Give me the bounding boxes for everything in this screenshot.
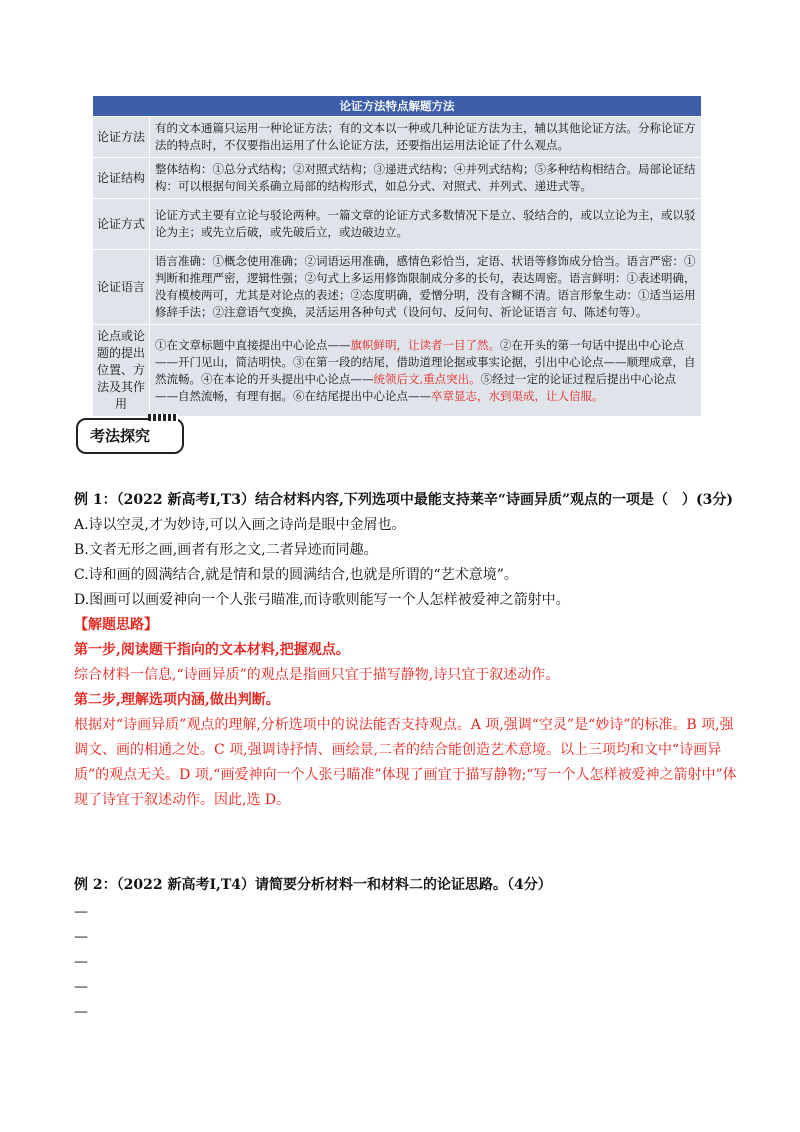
- row-label: 论点或论题的提出位置、方法及其作用: [93, 325, 150, 417]
- example1: [74, 488, 744, 813]
- badge-label: 考法探究: [90, 427, 151, 445]
- example2-question: 例 2：（2022 新高考Ⅰ,T4）请简要分析材料一和材料二的论证思路。（4分）: [74, 877, 552, 893]
- row-label: 论证语言: [93, 250, 150, 325]
- table-row: [93, 250, 702, 325]
- answer-blank-line: —: [74, 979, 88, 995]
- answer-blank-line: —: [74, 1004, 88, 1020]
- highlight-text: 卒章显志，水到渠成，让人信服。: [431, 388, 604, 403]
- answer-blank-line: —: [74, 954, 88, 970]
- example1-question: 例 1：（2022 新高考Ⅰ,T3）结合材料内容,下列选项中最能支持莱辛“诗画异质”观点的一项是（ ）(3分): [74, 492, 734, 508]
- section-badge: [76, 414, 186, 450]
- row-text: 论证方式主要有立论与驳论两种。一篇文章的论证方式多数情况下是立、驳结合的，或以立论为主，或以驳论为主；或先立后破，或先破后立，或边破边立。: [150, 199, 702, 250]
- row-text: 整体结构：①总分式结构；②对照式结构；③递进式结构；④并列式结构；⑤多种结构相结合。局部论证结构：可以根据句间关系确立局部的结构形式，如总分式、对照式、并列式、递进式等。: [150, 158, 702, 199]
- row-text: 有的文本通篇只运用一种论证方法；有的文本以一种或几种论证方法为主，辅以其他论证方法。分称论证方法的特点时，不仅要指出运用了什么论证方法，还要指出运用法论证了什么观点。: [150, 117, 702, 158]
- highlight-text: 统领后文,重点突出。: [373, 371, 481, 386]
- row-text: [150, 325, 702, 417]
- table-row: [93, 117, 702, 158]
- badge-dots: [148, 414, 178, 421]
- table-row: [93, 199, 702, 250]
- thinking-title: 【解题思路】: [74, 617, 158, 633]
- row-label: 论证结构: [93, 158, 150, 199]
- answer-blank-line: —: [74, 929, 88, 945]
- step1-title: 第一步,阅读题干指向的文本材料,把握观点。: [74, 642, 350, 658]
- step1-text: 综合材料一信息,“诗画异质”的观点是指画只宜于描写静物,诗只宜于叙述动作。: [74, 667, 560, 683]
- step2-text: 根据对“诗画异质”观点的理解,分析选项中的说法能否支持观点。A 项,强调“空灵”是“妙诗”的标准。B 项,强调文、画的相通之处。C 项,强调诗抒情、画绘景,二者的结合能创造艺术意境。以上三项均和文中“诗画异质”的观点无关。D 项,“画爱神向一个人张弓瞄准”体现了画宜于描写静物;“写一个人怎样被爱神之箭射中”体现了诗宜于叙述动作。因此,选 D。: [74, 717, 737, 808]
- highlight-text: 旗帜鲜明，让读者一目了然。: [350, 337, 500, 352]
- step2-title: 第二步,理解选项内涵,做出判断。: [74, 692, 280, 708]
- text-part: ⑤经过一定的论证过程后提出中心论点——自然流畅，有理有据。⑥在结尾提出中心论点——: [155, 371, 677, 403]
- row-text: 语言准确：①概念使用准确；②词语运用准确，感情色彩恰当，定语、状语等修饰成分恰当。语言严密：①判断和推理严密，逻辑性强；②句式上多运用修饰限制成分多的长句，表达周密。语言鲜明：①表述明确，没有模棱两可，尤其是对论点的表述；②态度明确，爱憎分明，没有含糊不清。语言形象生动：①适当运用修辞手法；②注意语气变换，灵活运用各种句式（设问句、反问句、祈论证语言 句、陈述句等）。: [150, 250, 702, 325]
- row-label: 论证方式: [93, 199, 150, 250]
- option-a: A.诗以空灵,才为妙诗,可以入画之诗尚是眼中金屑也。: [74, 517, 406, 533]
- option-c: C.诗和画的圆满结合,就是情和景的圆满结合,也就是所谓的“艺术意境”。: [74, 567, 518, 583]
- text-part: ②在开头的第一句话中提出中心论点——开门见山，简洁明快。③在第一段的结尾，借助道理论据或事实论据，引出中心论点——顺理成章，自然流畅。④在本论的开头提出中心论点——: [155, 337, 696, 386]
- table-row: [93, 158, 702, 199]
- option-b: B.文者无形之画,画者有形之文,二者异迹而同趣。: [74, 542, 378, 558]
- option-d: D.图画可以画爱神向一个人张弓瞄准,而诗歌则能写一个人怎样被爱神之箭射中。: [74, 592, 570, 608]
- table-title: 论证方法特点解题方法: [93, 96, 702, 117]
- answer-blank-line: —: [74, 904, 88, 920]
- row-label: 论证方法: [93, 117, 150, 158]
- method-table: [92, 95, 702, 417]
- text-part: ①在文章标题中直接提出中心论点——: [155, 337, 351, 352]
- table-row: [93, 325, 702, 417]
